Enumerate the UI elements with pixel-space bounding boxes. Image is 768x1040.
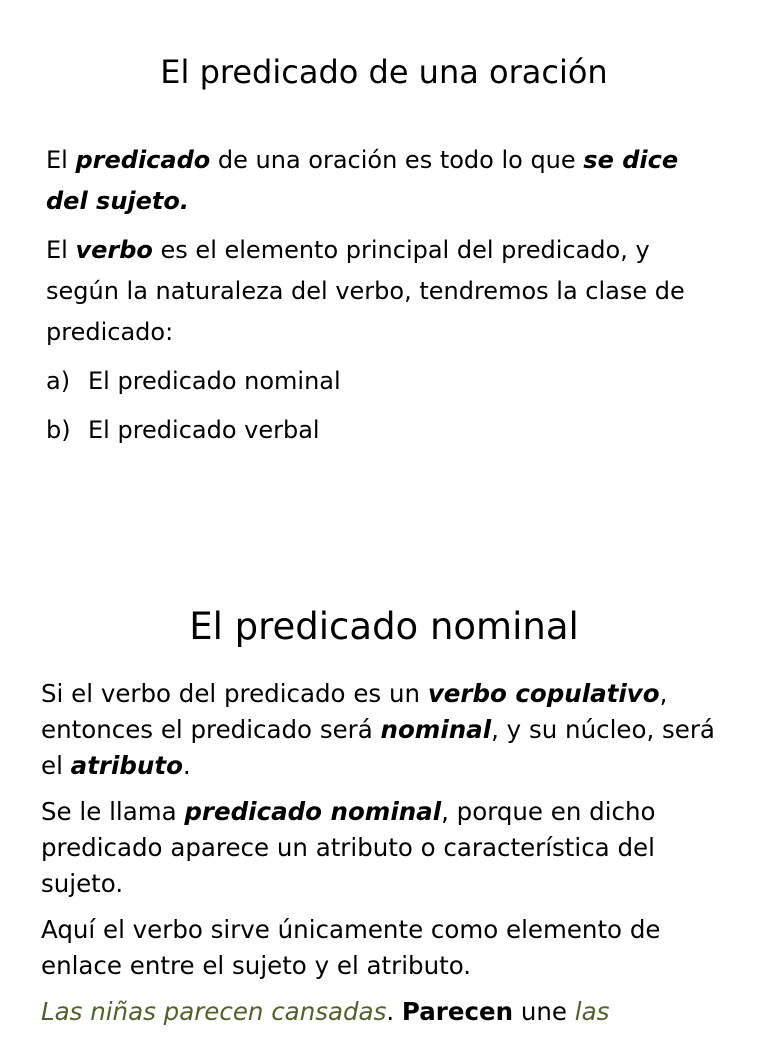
text-run: , entonces el predicado será [41, 679, 668, 744]
text-run: , porque en dicho predicado aparece un atributo o característica del sujeto. [41, 797, 656, 898]
text-run: es el elemento principal del predicado, y según la naturaleza del verbo, tendremos la clase de predicado: [46, 236, 685, 346]
emphasis-term: verbo copulativo [427, 679, 660, 708]
slide-title: El predicado de una oración [160, 53, 608, 91]
emphasis-term: Parecen [401, 997, 514, 1026]
verb-paragraph [46, 230, 726, 353]
list-item-text: El predicado verbal [88, 416, 320, 444]
name-paragraph [41, 794, 741, 902]
example-paragraph [41, 994, 741, 1030]
slide-predicado [0, 0, 768, 512]
slide-body [46, 140, 726, 459]
text-run: Se le llama [41, 797, 185, 826]
example-sentence: Las niñas parecen cansadas [41, 997, 387, 1026]
list-item-text: El predicado nominal [88, 367, 341, 395]
text-run: . [182, 751, 191, 780]
example-sentence: las [574, 997, 610, 1026]
slide-title: El predicado nominal [189, 605, 579, 648]
emphasis-term: nominal [380, 715, 492, 744]
emphasis-term: atributo [70, 751, 183, 780]
text-run: , y su núcleo, será el [41, 715, 715, 780]
emphasis-term: se dice del sujeto. [46, 146, 679, 215]
text-run: El [46, 146, 76, 174]
link-paragraph [41, 912, 741, 984]
text-run: une [513, 997, 575, 1026]
definition-paragraph [46, 140, 726, 222]
slide-body [41, 676, 741, 1040]
list-marker: a) [46, 367, 71, 395]
text-run: . [386, 997, 402, 1026]
text-run: de una oración es todo lo que [210, 146, 584, 174]
list-marker: b) [46, 416, 71, 444]
text-run: El [46, 236, 76, 264]
emphasis-term: verbo [75, 236, 153, 264]
emphasis-term: predicado nominal [184, 797, 442, 826]
list-item [46, 361, 726, 402]
list-item [46, 410, 726, 451]
text-run: Si el verbo del predicado es un [41, 679, 428, 708]
copulative-paragraph [41, 676, 741, 784]
slide-predicado-nominal [0, 576, 768, 1024]
emphasis-term: predicado [75, 146, 211, 174]
text-run: Aquí el verbo sirve únicamente como elemento de enlace entre el sujeto y el atributo. [41, 915, 661, 980]
